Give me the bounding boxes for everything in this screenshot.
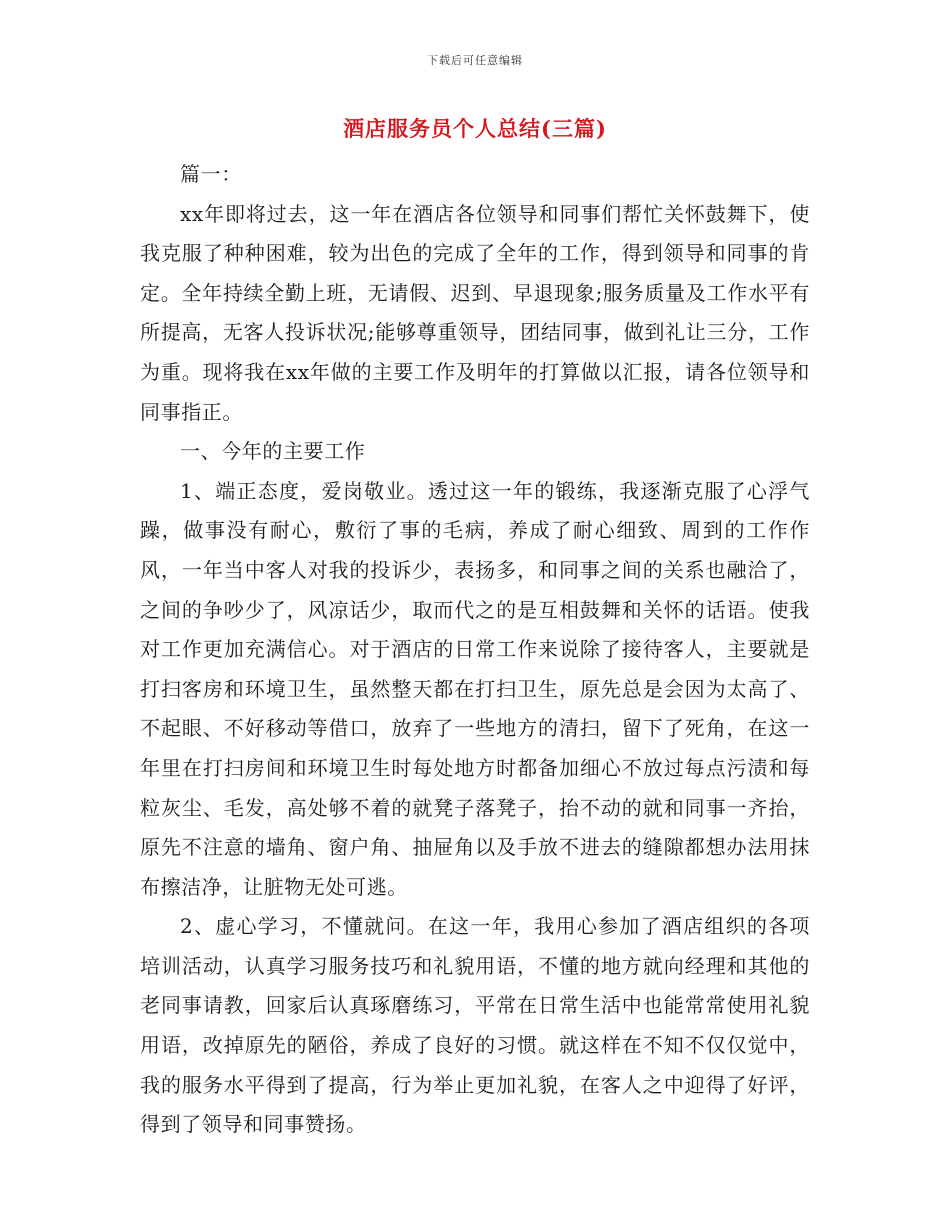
paragraph-point-2: 2、虚心学习，不懂就问。在这一年，我用心参加了酒店组织的各项培训活动，认真学习服务技巧和礼貌用语，不懂的地方就向经理和其他的老同事请教，回家后认真琢磨练习，平常在日常生活中也能常常使用礼貌用语，改掉原先的陋俗，养成了良好的习惯。就这样在不知不仅仅觉中，我的服务水平得到了提高，行为举止更加礼貌，在客人之中迎得了好评，得到了领导和同事赞扬。 — [140, 914, 810, 1137]
document-title: 酒店服务员个人总结(三篇) — [343, 116, 607, 141]
paragraph-point-1: 1、端正态度，爱岗敬业。透过这一年的锻练，我逐渐克服了心浮气躁，做事没有耐心，敷衍了事的毛病，养成了耐心细致、周到的工作作风，一年当中客人对我的投诉少，表扬多，和同事之间的关系也融洽了，之间的争吵少了，风凉话少，取而代之的是互相鼓舞和关怀的话语。使我对工作更加充满信心。对于酒店的日常工作来说除了接待客人，主要就是打扫客房和环境卫生，虽然整天都在打扫卫生，原先总是会因为太高了、不起眼、不好移动等借口，放弃了一些地方的清扫，留下了死角，在这一年里在打扫房间和环境卫生时每处地方时都备加细心不放过每点污渍和每粒灰尘、毛发，高处够不着的就凳子落凳子，抬不动的就和同事一齐抬，原先不注意的墙角、窗户角、抽屉角以及手放不进去的缝隙都想办法用抹布擦洁净，让脏物无处可逃。 — [140, 478, 810, 899]
document-body — [140, 155, 810, 1145]
page-header-note: 下载后可任意编辑 — [427, 54, 523, 67]
section-heading-part-one: 篇一： — [180, 162, 242, 186]
section-heading-main-work: 一、今年的主要工作 — [180, 439, 366, 464]
paragraph-intro: xx年即将过去，这一年在酒店各位领导和同事们帮忙关怀鼓舞下，使我克服了种种困难，较为出色的完成了全年的工作，得到领导和同事的肯定。全年持续全勤上班，无请假、迟到、早退现象;服务质量及工作水平有所提高，无客人投诉状况;能够尊重领导，团结同事，做到礼让三分，工作为重。现将我在xx年做的主要工作及明年的打算做以汇报，请各位领导和同事指正。 — [140, 201, 810, 424]
